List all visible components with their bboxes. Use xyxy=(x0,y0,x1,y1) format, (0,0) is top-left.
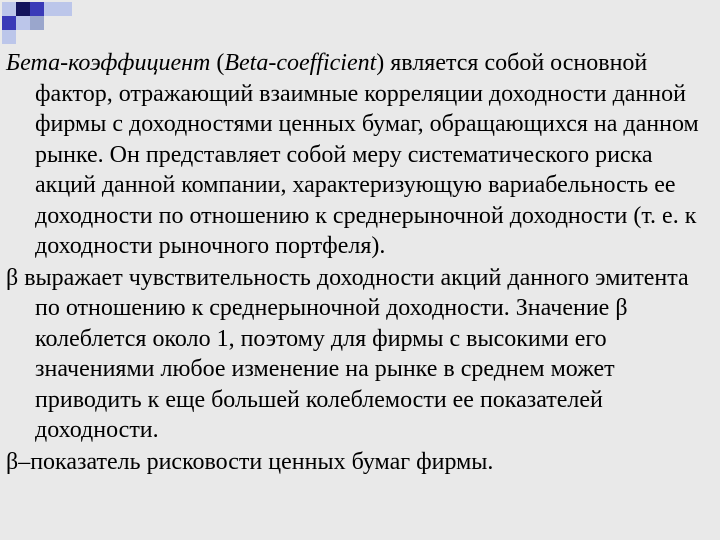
decor-square xyxy=(16,2,30,16)
open-paren: ( xyxy=(210,50,225,76)
term-en: Beta-coefficient xyxy=(224,50,377,76)
decor-square xyxy=(44,2,58,16)
paragraph-beta-risk: β–показатель рисковости ценных бумаг фирмы. xyxy=(6,448,494,475)
decor-square xyxy=(58,2,72,16)
decor-square xyxy=(30,2,44,16)
header-decoration xyxy=(0,0,720,40)
definition-text: ) является собой основной фактор, отражающий взаимные корреляции доходности данной фирмы с доходностями ценных бумаг, обращающихся на данном рынке. Он представляет собой меру систематического риска акций данной компании, характеризующую вариабельность ее доходности по отношению к среднерыночной доходности (т. е. к доходности рыночного портфеля). xyxy=(35,50,699,259)
decor-square xyxy=(16,16,30,30)
slide-body xyxy=(6,48,714,478)
decor-square xyxy=(2,16,16,30)
paragraph-beta-sensitivity: β выражает чувствительность доходности акций данного эмитента по отношению к среднерыночной доходности. Значение β колеблется около 1, поэтому для фирмы с высокими его значениями любое изменение на рынке в среднем может приводить к еще большей колеблемости ее показателей доходности. xyxy=(6,264,689,443)
decor-square xyxy=(2,30,16,44)
term-ru: Бета-коэффициент xyxy=(6,50,211,76)
decor-square xyxy=(30,16,44,30)
paragraph-beta-definition xyxy=(6,48,714,262)
decor-square xyxy=(2,2,16,16)
